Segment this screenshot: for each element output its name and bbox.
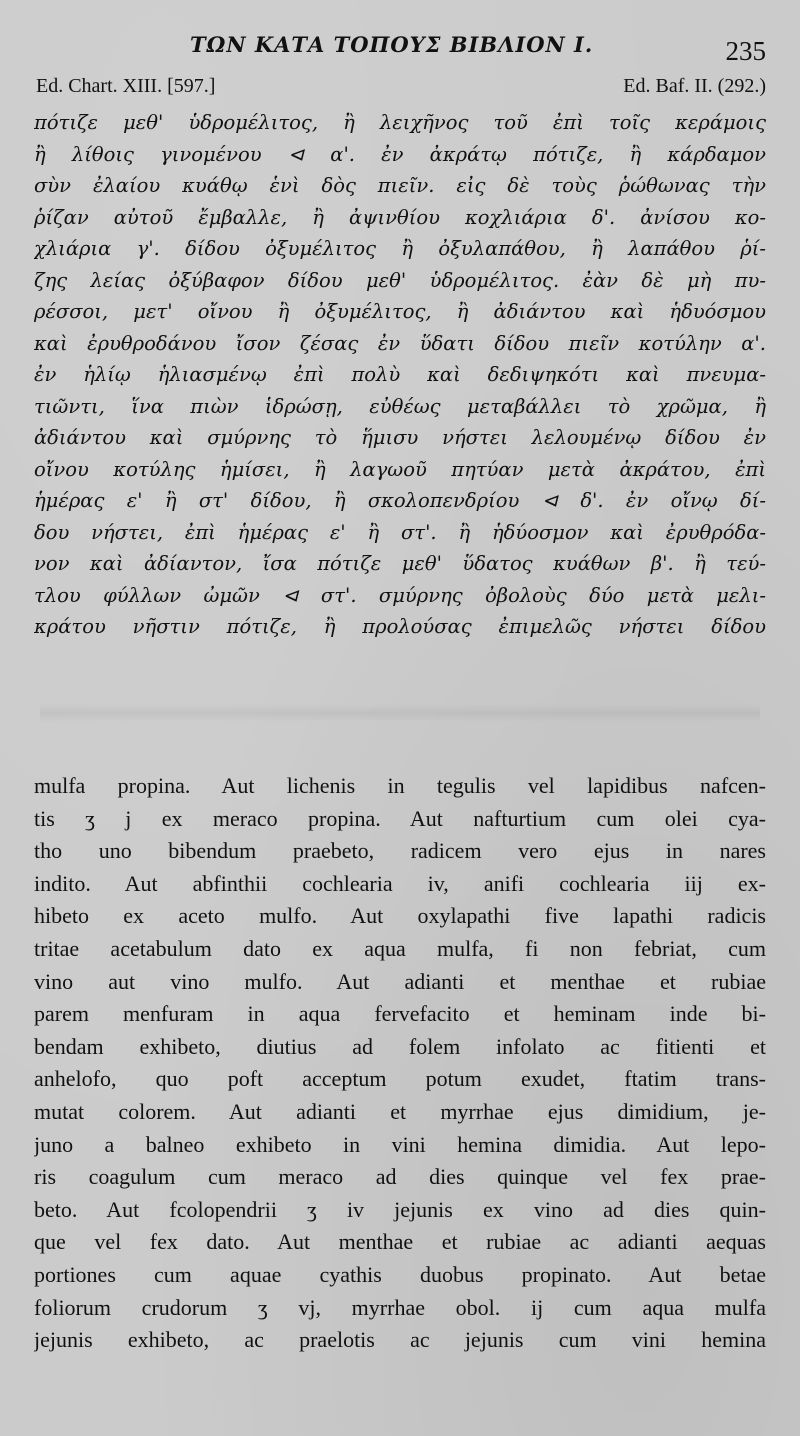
latin-line: tritae acetabulum dato ex aqua mulfa, fi non febriat, cum [34,935,766,961]
greek-line: κράτου νῆστιν πότιζε, ἢ προλούσας ἐπιμελῶς νήστει δίδου [34,615,766,638]
show-through-artifact [40,704,760,722]
greek-line: ρέσσοι, μετ' οἴνου ἢ ὀξυμέλιτος, ἢ ἀδιάντου καὶ ἡδυόσμου [34,300,766,323]
greek-text-block [34,107,766,643]
running-head [0,30,800,64]
latin-line: anhelofo, quo poft acceptum potum exudet, ftatim trans- [34,1066,766,1092]
latin-line: tis ʒ j ex meraco propina. Aut nafturtium cum olei cya- [34,805,766,831]
greek-line: οἴνου κοτύλης ἡμίσει, ἢ λαγωοῦ πητύαν μετὰ ἀκράτου, ἐπὶ [34,457,766,481]
running-title: ΤΩΝ ΚΑΤΑ ΤΟΠΟΥΣ ΒΙΒΛΙΟΝ Ι. [190,32,594,57]
greek-line: τιῶντι, ἵνα πιὼν ἱδρώσῃ, εὐθέως μεταβάλλει τὸ χρῶμα, ἢ [34,394,766,418]
page-number: 235 [725,36,766,66]
greek-line: ζης λείας ὀξύβαφον δίδου μεθ' ὑδρομέλιτος. ἐὰν δὲ μὴ πυ- [34,268,766,292]
latin-line: vino aut vino mulfo. Aut adianti et menthae et rubiae [34,968,766,994]
latin-line: hibeto ex aceto mulfo. Aut oxylapathi five lapathi radicis [34,903,766,929]
latin-line: beto. Aut fcolopendrii ʒ iv jejunis ex vino ad dies quin- [34,1196,766,1222]
greek-line: ἡμέρας ε' ἢ στ' δίδου, ἢ σκολοπενδρίου ⊲ δ'. ἐν οἴνῳ δί- [34,489,766,512]
latin-line: mutat colorem. Aut adianti et myrrhae ejus dimidium, je- [34,1098,766,1124]
latin-line: ris coagulum cum meraco ad dies quinque vel fex prae- [34,1164,766,1190]
greek-line: ῥίζαν αὐτοῦ ἔμβαλλε, ἢ ἀψινθίου κοχλιάρια δ'. ἀνίσου κο- [34,205,766,229]
latin-line: bendam exhibeto, diutius ad folem infolato ac fitienti et [34,1033,766,1059]
greek-line: ἢ λίθοις γινομένου ⊲ α'. ἐν ἀκράτῳ πότιζε, ἢ κάρδαμον [34,142,766,166]
greek-line: νον καὶ ἀδίαντον, ἴσα πότιζε μεθ' ὕδατος κυάθων β'. ἢ τεύ- [34,552,766,575]
latin-line: parem menfuram in aqua fervefacito et heminam inde bi- [34,1001,766,1027]
greek-line: ἐν ἡλίῳ ἡλιασμένῳ ἐπὶ πολὺ καὶ δεδιψηκότι καὶ πνευμα- [34,363,766,386]
edition-chartier-reference: Ed. Chart. XIII. [597.] [36,75,216,97]
latin-line: tho uno bibendum praebeto, radicem vero ejus in nares [34,838,766,864]
greek-line: πότιζε μεθ' ὑδρομέλιτος, ἢ λειχῆνος τοῦ ἐπὶ τοῖς κεράμοις [34,111,766,134]
latin-line: indito. Aut abfinthii cochlearia iv, anifi cochlearia iij ex- [34,870,766,896]
latin-line: que vel fex dato. Aut menthae et rubiae ac adianti aequas [34,1229,766,1255]
greek-line: σὺν ἐλαίου κυάθῳ ἑνὶ δὸς πιεῖν. εἰς δὲ τοὺς ῥώθωνας τὴν [34,174,766,197]
latin-line: jejunis exhibeto, ac praelotis ac jejunis cum vini hemina [34,1327,766,1353]
greek-line: ἀδιάντου καὶ σμύρνης τὸ ἥμισυ νήστει λελουμένῳ δίδου ἐν [34,426,766,449]
greek-line: καὶ ἐρυθροδάνου ἴσον ζέσας ἐν ὕδατι δίδου πιεῖν κοτύλην α'. [34,331,766,355]
greek-line: χλιάρια γ'. δίδου ὀξυμέλιτος ἢ ὀξυλαπάθου, ἢ λαπάθου ῥί- [34,237,766,260]
latin-line: mulfa propina. Aut lichenis in tegulis vel lapidibus nafcen- [34,773,766,798]
greek-line: τλου φύλλων ὠμῶν ⊲ στ'. σμύρνης ὀβολοὺς δύο μετὰ μελι- [34,583,766,607]
latin-text-block [34,770,766,1357]
latin-line: juno a balneo exhibeto in vini hemina dimidia. Aut lepo- [34,1131,766,1157]
edition-basel-reference: Ed. Baf. II. (292.) [623,75,766,97]
latin-line: foliorum crudorum ʒ vj, myrrhae obol. ij cum aqua mulfa [34,1294,766,1320]
edition-references [36,75,766,103]
greek-line: δου νήστει, ἐπὶ ἡμέρας ε' ἢ στ'. ἢ ἡδύοσμον καὶ ἐρυθρόδα- [34,520,766,544]
latin-line: portiones cum aquae cyathis duobus propinato. Aut betae [34,1261,766,1287]
